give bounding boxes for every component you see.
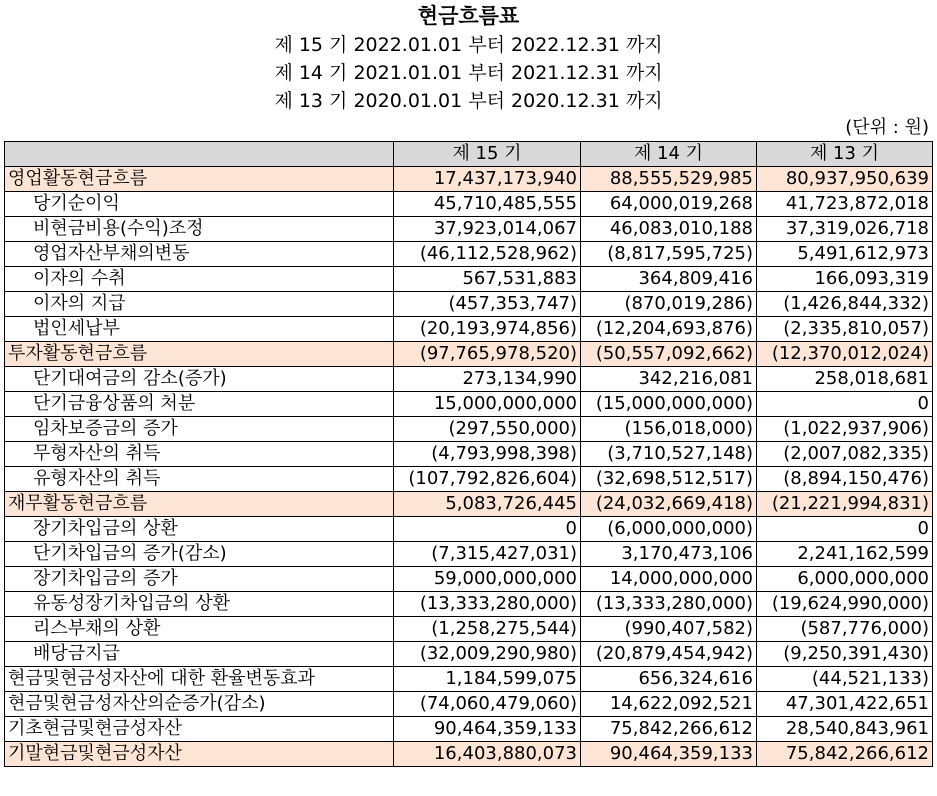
value-cell: 0: [757, 517, 933, 542]
value-cell: 166,093,319: [757, 267, 933, 292]
table-row: [5, 617, 933, 642]
unit-label: (단위 : 원): [845, 117, 929, 138]
value-cell: 14,000,000,000: [581, 567, 757, 592]
value-cell: 59,000,000,000: [394, 567, 581, 592]
row-label: 유형자산의 취득: [5, 467, 394, 492]
table-row: [5, 367, 933, 392]
value-cell: 64,000,019,268: [581, 192, 757, 217]
period-line-13: 제 13 기 2020.01.01 부터 2020.12.31 까지: [274, 90, 663, 112]
table-row: [5, 292, 933, 317]
value-cell: (156,018,000): [581, 417, 757, 442]
table-row: [5, 567, 933, 592]
table-row: [5, 417, 933, 442]
table-row: [5, 392, 933, 417]
row-label: 단기대여금의 감소(증가): [5, 367, 394, 392]
row-label: 임차보증금의 증가: [5, 417, 394, 442]
value-cell: (20,879,454,942): [581, 642, 757, 667]
value-cell: 258,018,681: [757, 367, 933, 392]
value-cell: 567,531,883: [394, 267, 581, 292]
table-row: [5, 667, 933, 692]
value-cell: 47,301,422,651: [757, 692, 933, 717]
value-cell: 41,723,872,018: [757, 192, 933, 217]
value-cell: 46,083,010,188: [581, 217, 757, 242]
value-cell: 14,622,092,521: [581, 692, 757, 717]
row-label: 기말현금및현금성자산: [5, 742, 394, 767]
row-label: 단기차입금의 증가(감소): [5, 542, 394, 567]
table-row: [5, 242, 933, 267]
value-cell: (74,060,479,060): [394, 692, 581, 717]
table-row: [5, 517, 933, 542]
row-label: 유동성장기차입금의 상환: [5, 592, 394, 617]
table-row: [5, 542, 933, 567]
value-cell: (1,426,844,332): [757, 292, 933, 317]
value-cell: 37,319,026,718: [757, 217, 933, 242]
value-cell: (32,009,290,980): [394, 642, 581, 667]
table-row: [5, 717, 933, 742]
value-cell: (9,250,391,430): [757, 642, 933, 667]
value-cell: 37,923,014,067: [394, 217, 581, 242]
cash-flow-table: [4, 141, 933, 767]
table-row: [5, 692, 933, 717]
header-label: [5, 142, 394, 167]
value-cell: (3,710,527,148): [581, 442, 757, 467]
row-label: 현금및현금성자산에 대한 환율변동효과: [5, 667, 394, 692]
value-cell: 17,437,173,940: [394, 167, 581, 192]
row-label: 리스부채의 상환: [5, 617, 394, 642]
row-label: 이자의 지급: [5, 292, 394, 317]
table-row: [5, 342, 933, 367]
value-cell: 1,184,599,075: [394, 667, 581, 692]
value-cell: 656,324,616: [581, 667, 757, 692]
value-cell: 2,241,162,599: [757, 542, 933, 567]
value-cell: (6,000,000,000): [581, 517, 757, 542]
row-label: 법인세납부: [5, 317, 394, 342]
value-cell: 15,000,000,000: [394, 392, 581, 417]
value-cell: (44,521,133): [757, 667, 933, 692]
table-body: [5, 167, 933, 767]
value-cell: (32,698,512,517): [581, 467, 757, 492]
value-cell: 28,540,843,961: [757, 717, 933, 742]
row-label: 영업자산부채의변동: [5, 242, 394, 267]
row-label: 당기순이익: [5, 192, 394, 217]
document-title: 현금흐름표: [417, 4, 520, 28]
value-cell: 6,000,000,000: [757, 567, 933, 592]
header-period-15: 제 15 기: [394, 142, 581, 167]
table-row: [5, 192, 933, 217]
value-cell: (4,793,998,398): [394, 442, 581, 467]
value-cell: 80,937,950,639: [757, 167, 933, 192]
value-cell: 364,809,416: [581, 267, 757, 292]
row-label: 무형자산의 취득: [5, 442, 394, 467]
value-cell: (24,032,669,418): [581, 492, 757, 517]
value-cell: 3,170,473,106: [581, 542, 757, 567]
row-label: 단기금융상품의 처분: [5, 392, 394, 417]
value-cell: (870,019,286): [581, 292, 757, 317]
row-label: 기초현금및현금성자산: [5, 717, 394, 742]
header-period-14: 제 14 기: [581, 142, 757, 167]
value-cell: (12,204,693,876): [581, 317, 757, 342]
value-cell: (8,817,595,725): [581, 242, 757, 267]
value-cell: (19,624,990,000): [757, 592, 933, 617]
value-cell: 5,083,726,445: [394, 492, 581, 517]
value-cell: (107,792,826,604): [394, 467, 581, 492]
row-label: 장기차입금의 상환: [5, 517, 394, 542]
table-header-row: [5, 142, 933, 167]
value-cell: 342,216,081: [581, 367, 757, 392]
value-cell: (46,112,528,962): [394, 242, 581, 267]
header-period-13: 제 13 기: [757, 142, 933, 167]
value-cell: (12,370,012,024): [757, 342, 933, 367]
value-cell: (13,333,280,000): [581, 592, 757, 617]
row-label: 이자의 수취: [5, 267, 394, 292]
value-cell: 16,403,880,073: [394, 742, 581, 767]
value-cell: 273,134,990: [394, 367, 581, 392]
table-row: [5, 217, 933, 242]
row-label: 배당금지급: [5, 642, 394, 667]
value-cell: (297,550,000): [394, 417, 581, 442]
row-label: 현금및현금성자산의순증가(감소): [5, 692, 394, 717]
table-row: [5, 442, 933, 467]
value-cell: 75,842,266,612: [581, 717, 757, 742]
value-cell: (8,894,150,476): [757, 467, 933, 492]
value-cell: 90,464,359,133: [581, 742, 757, 767]
row-label: 재무활동현금흐름: [5, 492, 394, 517]
value-cell: (587,776,000): [757, 617, 933, 642]
value-cell: (21,221,994,831): [757, 492, 933, 517]
value-cell: (990,407,582): [581, 617, 757, 642]
value-cell: 75,842,266,612: [757, 742, 933, 767]
value-cell: 88,555,529,985: [581, 167, 757, 192]
row-label: 영업활동현금흐름: [5, 167, 394, 192]
value-cell: 5,491,612,973: [757, 242, 933, 267]
row-label: 비현금비용(수익)조정: [5, 217, 394, 242]
table-row: [5, 742, 933, 767]
value-cell: (50,557,092,662): [581, 342, 757, 367]
table-row: [5, 167, 933, 192]
period-line-15: 제 15 기 2022.01.01 부터 2022.12.31 까지: [274, 34, 663, 56]
value-cell: (97,765,978,520): [394, 342, 581, 367]
value-cell: 90,464,359,133: [394, 717, 581, 742]
row-label: 투자활동현금흐름: [5, 342, 394, 367]
table-row: [5, 592, 933, 617]
value-cell: (1,258,275,544): [394, 617, 581, 642]
table-row: [5, 317, 933, 342]
table-row: [5, 467, 933, 492]
period-line-14: 제 14 기 2021.01.01 부터 2021.12.31 까지: [274, 62, 663, 84]
value-cell: (1,022,937,906): [757, 417, 933, 442]
value-cell: (13,333,280,000): [394, 592, 581, 617]
table-row: [5, 492, 933, 517]
value-cell: (7,315,427,031): [394, 542, 581, 567]
value-cell: (2,007,082,335): [757, 442, 933, 467]
value-cell: (20,193,974,856): [394, 317, 581, 342]
table-row: [5, 267, 933, 292]
value-cell: (15,000,000,000): [581, 392, 757, 417]
value-cell: 0: [757, 392, 933, 417]
value-cell: 0: [394, 517, 581, 542]
value-cell: (457,353,747): [394, 292, 581, 317]
table-row: [5, 642, 933, 667]
row-label: 장기차입금의 증가: [5, 567, 394, 592]
value-cell: (2,335,810,057): [757, 317, 933, 342]
value-cell: 45,710,485,555: [394, 192, 581, 217]
